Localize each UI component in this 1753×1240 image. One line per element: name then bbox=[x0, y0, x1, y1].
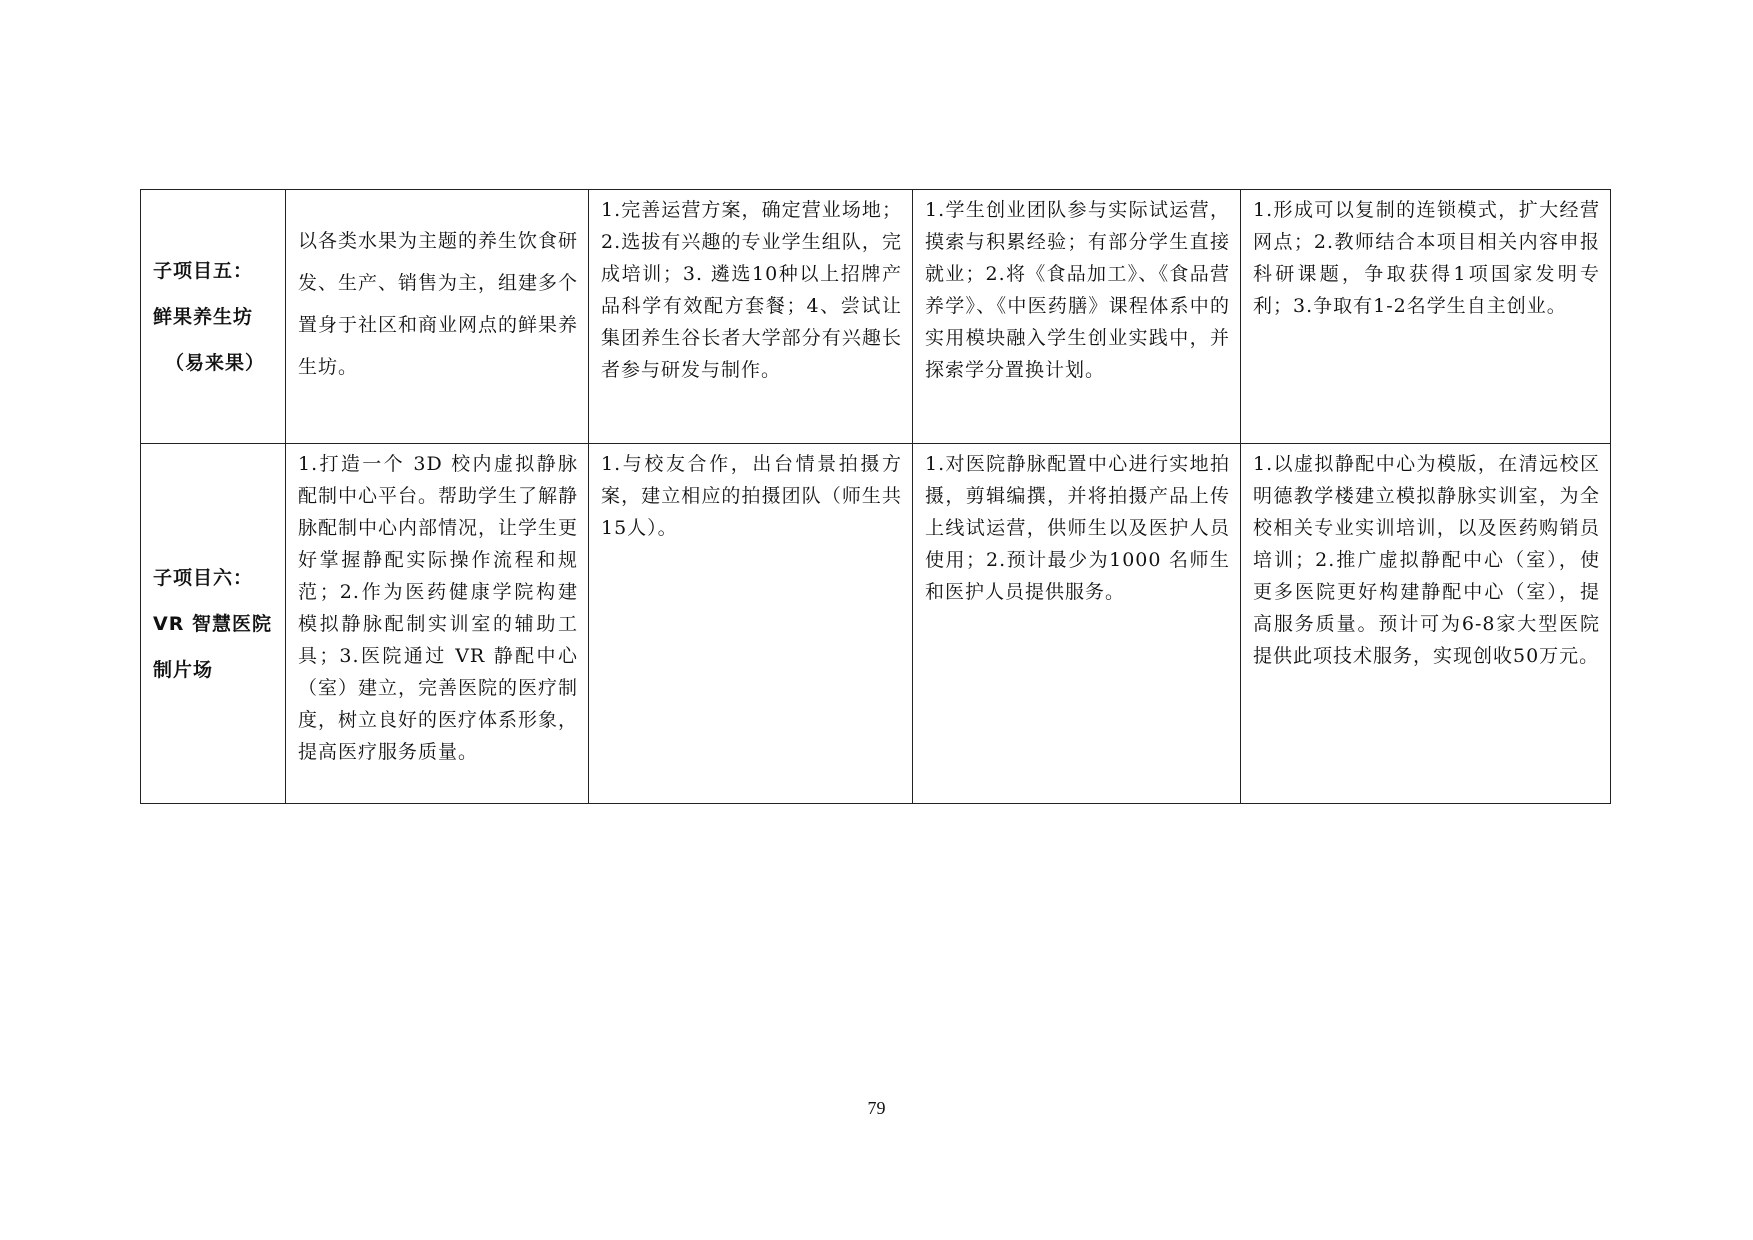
table-row bbox=[141, 444, 1611, 804]
table-cell: 1.与校友合作，出台情景拍摄方案，建立相应的拍摄团队（师生共15人）。 bbox=[589, 444, 913, 804]
subproject-alias: （易来果） bbox=[164, 351, 265, 374]
table-cell: 1.学生创业团队参与实际试运营，摸索与积累经验；有部分学生直接就业；2.将《食品加工》、《食品营养学》、《中医药膳》课程体系中的实用模块融入学生创业实践中，并探索学分置换计划。 bbox=[913, 190, 1241, 444]
subproject-label-cell bbox=[141, 190, 286, 444]
table-cell: 1.以虚拟静配中心为模版，在清远校区明德教学楼建立模拟静脉实训室，为全校相关专业实训培训，以及医药购销员培训；2.推广虚拟静配中心（室），使更多医院更好构建静配中心（室），提高服务质量。预计可为6-8家大型医院提供此项技术服务，实现创收50万元。 bbox=[1241, 444, 1611, 804]
subproject-label-cell bbox=[141, 444, 286, 804]
table-cell: 1.对医院静脉配置中心进行实地拍摄，剪辑编撰，并将拍摄产品上传上线试运营，供师生以及医护人员使用；2.预计最少为1000 名师生和医护人员提供服务。 bbox=[913, 444, 1241, 804]
subproject-description: 1.打造一个 3D 校内虚拟静脉配制中心平台。帮助学生了解静脉配制中心内部情况，让学生更好掌握静配实际操作流程和规范；2.作为医药健康学院构建模拟静脉配制实训室的辅助工具；3.医院通过 VR 静配中心（室）建立，完善医院的医疗制度，树立良好的医疗体系形象，提高医疗服务质量。 bbox=[286, 444, 589, 804]
subproject-name: 鲜果养生坊 bbox=[153, 305, 254, 328]
subproject-label: 子项目六： bbox=[153, 566, 254, 589]
subproject-name: VR 智慧医院 bbox=[153, 612, 272, 635]
table-cell: 1.形成可以复制的连锁模式，扩大经营网点；2.教师结合本项目相关内容申报科研课题，争取获得1项国家发明专利；3.争取有1-2名学生自主创业。 bbox=[1241, 190, 1611, 444]
page-number: 79 bbox=[867, 1098, 886, 1118]
table-row bbox=[141, 190, 1611, 444]
project-table bbox=[140, 189, 1611, 804]
subproject-name-cont: 制片场 bbox=[153, 658, 214, 681]
subproject-description: 以各类水果为主题的养生饮食研发、生产、销售为主，组建多个置身于社区和商业网点的鲜果养生坊。 bbox=[286, 190, 589, 444]
subproject-label: 子项目五： bbox=[153, 259, 254, 282]
table-cell: 1.完善运营方案，确定营业场地；2.选拔有兴趣的专业学生组队，完成培训；3. 遴选10种以上招牌产品科学有效配方套餐；4、尝试让集团养生谷长者大学部分有兴趣长者参与研发与制作。 bbox=[589, 190, 913, 444]
